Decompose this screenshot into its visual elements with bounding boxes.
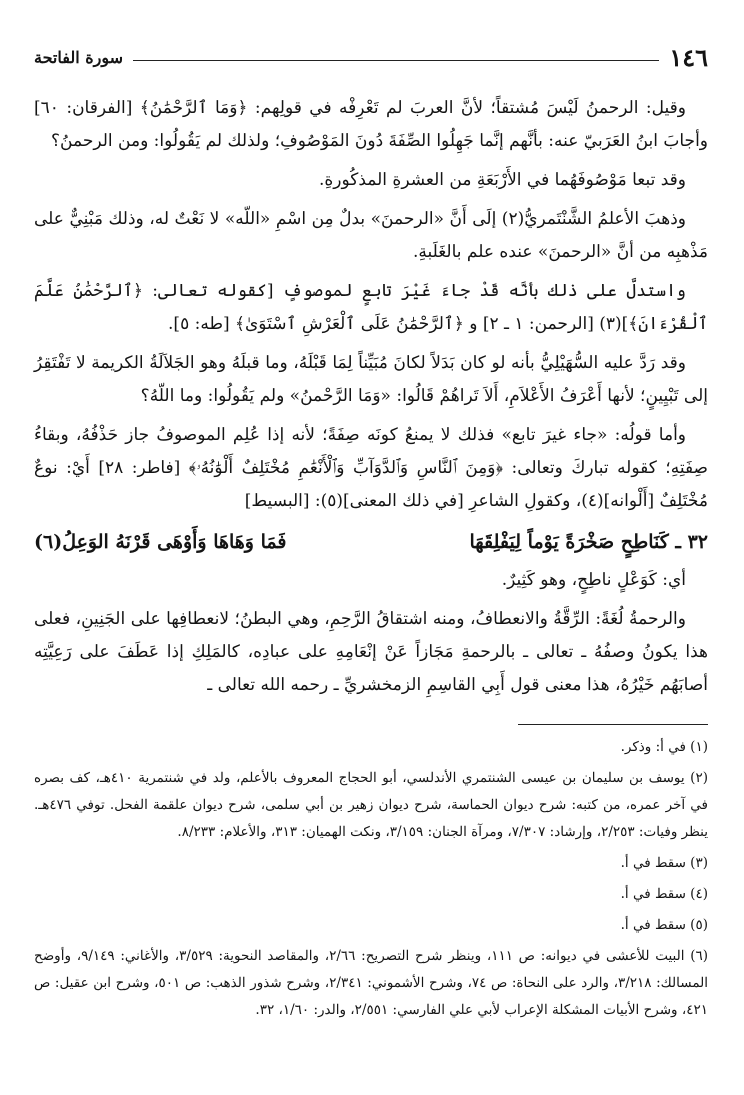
footnote-separator [518, 724, 708, 725]
verse-second-hemistich: فَمَا وَهَاهَا وَأَوْهَى قَرْنَهُ الوَعِلُ(٦) [34, 531, 287, 553]
footnote: (٣) سقط في أ. [620, 855, 708, 871]
running-title: سورة الفاتحة [34, 47, 123, 67]
verse-number: ٣٢ ـ [675, 531, 708, 553]
footnote: (٦) البيت للأعشى في ديوانه: ص ١١١، وينظر شرح التصريح: ٢/٦٦، والمقاصد النحوية: ٣/٥٢٩، والأغاني: ٩/١٤٩، وأوضح المسالك: ٣/٢١٨، والرد على النحاة: ص ٧٤، وشرح الأشموني: ٢/٣٤١، وشرح شذور الذهب: ص ٥٠١، وشرح ابن عقيل: ص ٤٢١، وشرح الأبيات المشكلة الإعراب لأبي علي الفارسي: ٢/٥٥١، والدر: ١/٦٠، ٣٢. [34, 948, 709, 1018]
paragraph: واستدلَّ على ذلك بأنَّه قَدْ جاءَ غَيْرَ تابعٍ لموصوفٍ [كقوله تعالى: ﴿ٱلرَّحْمَٰنُ عَلَّمَ ٱلْقُرْءَانَ﴾](٣) [الرحمن: ١ ـ ٢] و ﴿ٱلرَّحْمَٰنُ عَلَى ٱلْعَرْشِ ٱسْتَوَىٰ﴾ [طه: ٥]. [34, 281, 708, 334]
footnote: (٥) سقط في أ. [620, 917, 708, 933]
paragraph: وقيل: الرحمنُ لَيْسَ مُشتقاً؛ لأنَّ العربَ لم تَعْرِفْه في قولِهم: ﴿وَمَا ٱلرَّحْمَٰنُ﴾ [الفرقان: ٦٠] وأجابَ ابنُ العَرَبيّ عنه: بأنَّهم إنَّما جَهِلُوا الصِّفَةَ دُونَ المَوْصُوفِ؛ ولذلك لم يَقُولُوا: ومن الرحمنُ؟ [34, 98, 708, 151]
verse-first-hemistich: كَنَاطِحٍ صَخْرَةً يَوْماً لِيَفْلِقَهَا [469, 531, 669, 553]
paragraph: وقد رَدَّ عليه السُّهَيْلِيُّ بأنه لو كان بَدَلاً لكانَ مُبَيِّناً لِمَا قَبْلَهُ، وما قبلَهُ وهو الجَلاَلَةُ الكريمة لا تَفْتَقِرُ إلى تَبْيِينٍ؛ لأنها أَعْرَفُ الأَعْلاَمِ، أَلاَ تَراهُمْ قَالُوا: «وَمَا الرَّحْمنُ» ولم يَقُولُوا: وما اللّهُ؟ [34, 353, 708, 406]
paragraph: والرحمةُ لُغَةً: الرِّقَّةُ والانعطافُ، ومنه اشتقاقُ الرَّحِمِ، وهي البطنُ؛ لانعطافِها على الجَنِينِ، فعلى هذا يكونُ وصفُهُ ـ تعالى ـ بالرحمةِ مَجَازاً عَنْ إنْعَامِهِ على عبادِه، كالمَلِكِ إذا عَطَفَ على رَعِيَّتِه أصابَهُم خَيْرُهُ، هذا معنى قول أَبِي القاسِمِ الزمخشريِّ ـ رحمه الله تعالى ـ [34, 609, 708, 695]
page-header [34, 44, 708, 70]
verse-first-part [469, 524, 708, 560]
paragraph: وأما قولُه: «جاء غيرَ تابع» فذلك لا يمنعُ كونَه صِفَةً؛ لأنه إذا عُلِم الموصوفُ جاز حَذْفُهُ، وبقاءُ صِفَتِهِ؛ كقوله تباركَ وتعالى: ﴿وَمِنَ ٱلنَّاسِ وَٱلدَّوَآبِّ وَٱلْأَنْعَٰمِ مُخْتَلِفٌ أَلْوَٰنُهُۥ﴾ [فاطر: ٢٨] أَيْ: نوعٌ مُخْتَلِفٌ [أَلْوانه](٤)، وكقولِ الشاعرِ [في ذلك المعنى](٥): [البسيط] [34, 425, 708, 511]
footnote: (٤) سقط في أ. [620, 886, 708, 902]
paragraph: وقد تبعا مَوْصُوفَهُما في الأَرْبَعَةِ من العشرةِ المذكُورةِ. [318, 170, 686, 190]
paragraph: أي: كَوَعْلٍ ناطِحٍ، وهو كَثِيرٌ. [501, 570, 686, 590]
paragraph: وذهبَ الأعلمُ الشَّنْتَمريُّ(٢) إلَى أَنَّ «الرحمنَ» بدلٌ مِن اسْمِ «اللّه» لا نَعْتٌ له، وذلك مَبْنِيٌّ على مَذْهبِه من أنَّ «الرحمنَ» عنده علم بالغَلَبةِ. [34, 209, 708, 262]
main-text [34, 92, 708, 708]
footnote: (١) في أ: وذكر. [620, 739, 708, 755]
poetry-verse [34, 524, 708, 560]
header-rule [133, 60, 659, 61]
footnote: (٢) يوسف بن سليمان بن عيسى الشنتمري الأندلسي، أبو الحجاج المعروف بالأعلم، ولد في شنتمرية ٤١٠هـ، كف بصره في آخر عمره، من كتبه: شرح ديوان الحماسة، شرح ديوان زهير بن أبي سلمى، شرح ديوان علقمة الفحل. توفي ٤٧٦هـ. ينظر وفيات: ٢/٢٥٣، وإرشاد: ٧/٣٠٧، ومرآة الجنان: ٣/١٥٩، ونكت الهميان: ٣١٣، والأعلام: ٨/٢٣٣. [34, 770, 708, 840]
footnotes [34, 734, 708, 1028]
page-number: ١٤٦ [669, 42, 708, 72]
